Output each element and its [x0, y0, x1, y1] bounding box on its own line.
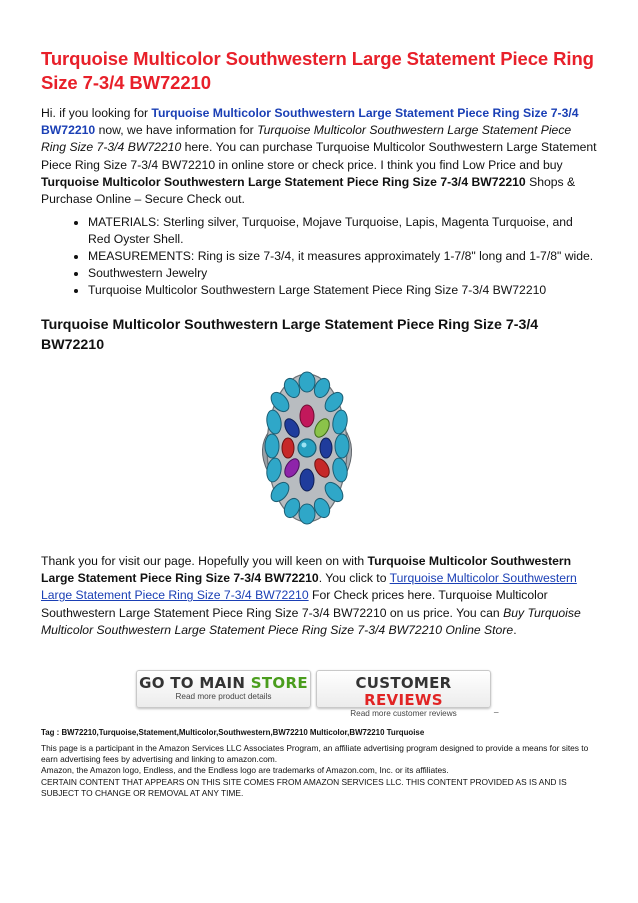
intro-product-italic: Turquoise Multicolor Southwestern Large Statement Piece Ring Size 7-3/4 BW72210	[41, 123, 572, 155]
disclaimer	[41, 743, 597, 799]
disclaimer-trademarks: Amazon, the Amazon logo, Endless, and the Endless logo are trademarks of Amazon.com, Inc. or its affiliates.	[41, 765, 449, 776]
feature-item-category: • Southwestern Jewelry	[88, 265, 597, 282]
customer-reviews-button[interactable]	[316, 670, 491, 718]
feature-list	[41, 214, 597, 299]
intro-product-bold: Turquoise Multicolor Southwestern Large Statement Piece Ring Size 7-3/4 BW72210	[41, 174, 526, 189]
intro-text-1: Hi. if you looking for	[41, 106, 152, 120]
reviews-sublabel: Read more customer reviews	[350, 709, 457, 718]
thanks-product-bold: Turquoise Multicolor Southwestern Large Statement Piece Ring Size 7-3/4 BW72210	[41, 554, 572, 586]
thanks-text-1: Thank you for visit our page. Hopefully you will keen on with	[41, 554, 368, 568]
intro-text-3: here. You can purchase Turquoise Multicolor Southwestern Large Statement Piece Ring Size 7-3/4 BW72210 in online store or check price. I think you find Low Price and buy	[41, 140, 597, 172]
go-to-main-store-button[interactable]	[136, 670, 311, 708]
ring-illustration	[252, 368, 362, 528]
thanks-paragraph	[41, 553, 597, 639]
disclaimer-content-notice: CERTAIN CONTENT THAT APPEARS ON THIS SITE COMES FROM AMAZON SERVICES LLC. THIS CONTENT PROVIDED AS IS AND IS SUBJECT TO CHANGE OR REMOVAL AT ANY TIME.	[41, 776, 567, 798]
disclaimer-associates: This page is a participant in the Amazon Services LLC Associates Program, an affiliate advertising program designed to provide a means for sites to earn advertising fees by advertising and linking to amazon.com.	[41, 743, 589, 765]
thanks-buy-italic: Buy Turquoise Multicolor Southwestern Large Statement Piece Ring Size 7-3/4 BW72210 Online Store	[41, 605, 581, 637]
button-row	[136, 670, 496, 718]
thanks-text-2: . You click to	[318, 571, 390, 586]
main-store-sublabel: Read more product details	[175, 692, 272, 701]
reviews-label: CUSTOMER REVIEWS	[355, 674, 452, 709]
thanks-text-3: For Check prices here. Turquoise Multicolor Southwestern Large Statement Piece Ring Size 7-3/4 BW72210 on us price. You can	[41, 588, 548, 620]
main-store-label: GO TO MAIN STORE	[139, 674, 308, 692]
intro-paragraph	[41, 105, 597, 208]
product-subheading: Turquoise Multicolor Southwestern Large Statement Piece Ring Size 7-3/4 BW72210	[41, 317, 539, 354]
intro-text-2: now, we have information for	[95, 123, 258, 138]
page-title: Turquoise Multicolor Southwestern Large Statement Piece Ring Size 7-3/4 BW72210	[41, 48, 594, 93]
product-image[interactable]	[252, 368, 362, 528]
tag-line: Tag : BW72210,Turquoise,Statement,Multicolor,Southwestern,BW72210 Multicolor,BW72210 Turquoise	[41, 728, 425, 737]
feature-item-measurements: • MEASUREMENTS: Ring is size 7-3/4, it measures approximately 1-7/8" long and 1-7/8" wide.	[88, 248, 597, 265]
product-link[interactable]: Turquoise Multicolor Southwestern Large Statement Piece Ring Size 7-3/4 BW72210	[41, 571, 577, 603]
feature-item-name: • Turquoise Multicolor Southwestern Large Statement Piece Ring Size 7-3/4 BW72210	[88, 282, 597, 299]
intro-text-4: Shops & Purchase Online – Secure Check out.	[41, 174, 576, 207]
trailing-underscore: _	[494, 704, 499, 713]
thanks-text-4: .	[513, 622, 517, 637]
intro-product-highlight: Turquoise Multicolor Southwestern Large Statement Piece Ring Size 7-3/4 BW72210	[41, 106, 579, 138]
feature-item-materials: • MATERIALS: Sterling silver, Turquoise, Mojave Turquoise, Lapis, Magenta Turquoise, and Red Oyster Shell.	[88, 214, 597, 248]
